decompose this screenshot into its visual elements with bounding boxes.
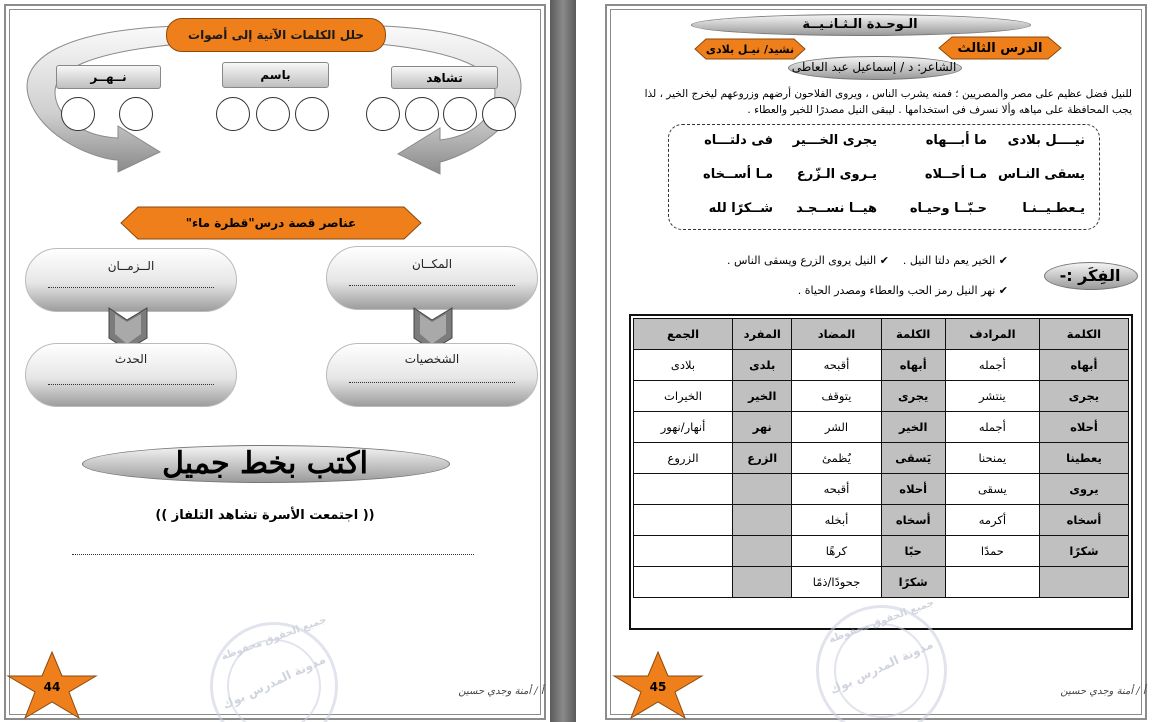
anthem-title: نشيد/ نيـل بلادى [705,42,795,56]
table-cell: يجرى [881,381,945,412]
table-cell[interactable] [733,474,792,505]
right-page [576,0,1153,722]
answer-line[interactable] [48,287,214,288]
poem-hemistich: يـعطـيــنـا [1022,201,1085,216]
page-gutter [550,0,576,722]
event-label: الحدث [114,352,148,366]
table-row [634,505,1129,536]
table-cell: يسقى [945,474,1039,505]
table-cell: الخيرات [634,381,733,412]
story-cloud-event [25,343,237,407]
poem-hemistich: يسقى النـاس [997,167,1085,182]
sound-circle[interactable] [443,97,477,131]
table-header-row [634,319,1129,350]
poem-hemistich: فى دلتـــاه [704,133,773,148]
poem-hemistich: هيــا نســجـد [796,201,877,216]
poem-hemistich: شــكرًا لله [708,201,773,216]
table-cell: يروى [1039,474,1128,505]
table-cell: أنهار/نهور [634,412,733,443]
table-cell: نهر [733,412,792,443]
place-label: المكــان [411,257,453,271]
sound-circle[interactable] [256,97,290,131]
table-cell: أجمله [945,350,1039,381]
sound-circle[interactable] [482,97,516,131]
table-cell: بلادى [634,350,733,381]
table-cell: الشر [792,412,881,443]
check-icon: ✔ [998,284,1008,297]
ideas-label: الفِكَر :- [1059,265,1121,285]
table-header-cell: المضاد [792,319,881,350]
table-cell: أقبحه [792,474,881,505]
table-row [634,412,1129,443]
sound-circle[interactable] [216,97,250,131]
table-cell: أسخاه [1039,505,1128,536]
table-cell[interactable] [733,536,792,567]
poem-hemistich: يجرى الخـــير [792,133,877,148]
table-cell[interactable] [634,536,733,567]
table-header-cell: الجمع [634,319,733,350]
table-row [634,536,1129,567]
table-cell: أسخاه [881,505,945,536]
table-row [634,443,1129,474]
table-cell: يجرى [1039,381,1128,412]
table-cell: ينتشر [945,381,1039,412]
sound-circle[interactable] [61,97,95,131]
lesson-title: الدرس الثالث [957,40,1043,56]
table-row [634,350,1129,381]
watermark-text: جميع الحقوق محفوظة [827,597,936,646]
story-cloud-place [326,246,538,310]
poem-hemistich: يـروى الـزّرع [796,167,877,182]
table-cell: حمدًا [945,536,1039,567]
time-label: الــزمــان [107,259,155,273]
vocab-table-frame [629,314,1133,630]
poem-hemistich: مـا أحــلاه [924,167,987,182]
idea-text: النيل يروى الزرع ويسقى الناس . [727,254,877,267]
characters-label: الشخصيات [404,352,460,366]
table-cell[interactable] [733,505,792,536]
table-cell: أبهاه [881,350,945,381]
table-cell[interactable] [634,567,733,598]
story-banner: عناصر قصة درس"قطرة ماء" [185,216,357,230]
answer-line[interactable] [48,384,214,385]
table-cell: أجمله [945,412,1039,443]
table-cell: حبًا [881,536,945,567]
table-row [634,381,1129,412]
table-row [634,567,1129,598]
poem-box [668,124,1100,230]
word-pill-nahr: نــهــر [56,65,161,89]
table-cell: جحودًا/ذمًا [792,567,881,598]
page-number: 45 [649,680,667,694]
handwriting-sentence: (( اجتمعت الأسرة تشاهد التلفاز )) [155,508,375,523]
table-cell[interactable] [1039,567,1128,598]
table-cell: الزرع [733,443,792,474]
table-cell: يتوقف [792,381,881,412]
table-header-cell: الكلمة [1039,319,1128,350]
analyze-sounds-banner: حلل الكلمات الآتية إلى أصوات [166,18,386,52]
answer-line[interactable] [349,382,515,383]
story-cloud-characters [326,343,538,407]
sound-circle[interactable] [119,97,153,131]
table-row [634,474,1129,505]
sound-circle[interactable] [366,97,400,131]
table-cell: الزروع [634,443,733,474]
table-cell: الخير [881,412,945,443]
watermark-inner-text: مدونة المدرس بوك [220,651,328,713]
idea-text: الخير يعم دلتا النيل . [902,254,996,267]
calligraphy-title: اكتب بخط جميل [162,445,368,481]
story-cloud-time [25,248,237,312]
poem-hemistich: مـا أســخاه [703,167,773,182]
table-cell: أبخله [792,505,881,536]
ideas-line-2 [736,284,1008,297]
table-cell: أقبحه [792,350,881,381]
table-cell[interactable] [634,474,733,505]
table-header-cell: الكلمة [881,319,945,350]
table-cell: شكرًا [1039,536,1128,567]
table-header-cell: المرادف [945,319,1039,350]
poem-hemistich: حـبّــا وحيـاه [909,201,987,216]
table-cell: يعطينا [1039,443,1128,474]
table-cell[interactable] [945,567,1039,598]
sound-circle[interactable] [295,97,329,131]
watermark-text: جميع الحقوق محفوظة [219,614,329,663]
ideas-line-1 [704,254,1008,267]
table-cell: يمنحنا [945,443,1039,474]
sound-circle[interactable] [405,97,439,131]
table-header-cell: المفرد [733,319,792,350]
table-cell: شكرًا [881,567,945,598]
poet-name: الشاعر: د / إسماعيل عبد العاطى [791,60,957,74]
check-icon: ✔ [998,254,1008,267]
poem-hemistich: نيــــل بلادى [1007,133,1085,148]
idea-text: نهر النيل رمز الحب والعطاء ومصدر الحياة . [797,284,996,297]
poem-hemistich: ما أبـــهاه [925,133,987,148]
table-cell: الخير [733,381,792,412]
table-cell: كرهًا [792,536,881,567]
table-cell: بلدى [733,350,792,381]
page-number: 44 [43,680,61,694]
left-page [0,0,550,722]
table-cell: يُظمئ [792,443,881,474]
handwriting-line[interactable] [72,544,474,555]
vocab-table [633,318,1129,598]
watermark-inner-text: مدونة المدرس بوك [827,636,936,698]
left-arrow-icon [27,26,180,172]
table-cell: أحلاه [1039,412,1128,443]
answer-line[interactable] [349,285,515,286]
intro-paragraph: للنيل فضل عظيم على مصر والمصريين ؛ فمنه يشرب الناس ، ويروى الفلاحون أرضهم وزروعهم ليخرج الخير ، لذا يجب المحافظة على مياهه وألا نسرف فى استخدامها . ليبقى النيل مصدرًا للخير والعطاء . [644,88,1132,116]
author-signature: أ / أمنة وجدي حسين [1060,686,1146,697]
author-signature: أ / أمنة وجدي حسين [458,686,544,697]
table-cell[interactable] [733,567,792,598]
unit-title: الـوحـدة الـثـانـيــة [802,16,918,32]
table-cell: أحلاه [881,474,945,505]
table-cell: أبهاه [1039,350,1128,381]
word-pill-basim: باسم [222,62,329,88]
word-pill-tashahid: تشاهد [391,66,498,89]
table-cell: يَسقى [881,443,945,474]
check-icon: ✔ [879,254,889,267]
table-cell[interactable] [634,505,733,536]
table-cell: أكرمه [945,505,1039,536]
